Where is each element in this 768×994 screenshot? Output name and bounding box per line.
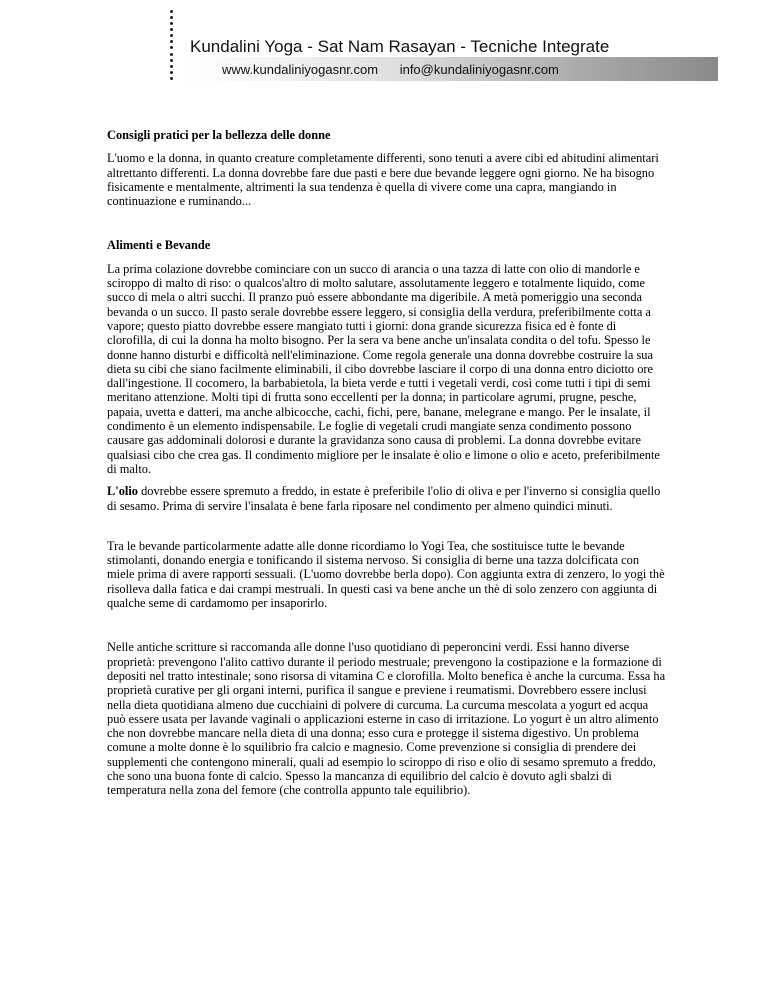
header-links (222, 62, 559, 77)
header-title: Kundalini Yoga - Sat Nam Rasayan - Tecniche Integrate (190, 37, 610, 56)
food-heading: Alimenti e Bevande (107, 238, 211, 253)
intro-paragraph: L'uomo e la donna, in quanto creature completamente differenti, sono tenuti a avere cibi ed abitudini alimentari altrettanto differenti. La donna dovrebbe fare due pasti e bere due bevande leggere ogni giorno. Ne ha bisogno fisicamente e mentalmente, altrimenti la sua tendenza è quella di vivere come una capra, mangiando in continuazione e ruminando... (107, 151, 659, 209)
website-link[interactable]: www.kundaliniyogasnr.com (222, 62, 379, 77)
decorative-dots (170, 10, 174, 80)
oil-text: dovrebbe essere spremuto a freddo, in estate è preferibile l'olio di oliva e per l'inverno si consiglia quello di sesamo. Prima di servire l'insalata è bene farla riposare nel condimento per almeno quindici minuti. (107, 484, 661, 513)
food-paragraph: La prima colazione dovrebbe cominciare con un succo di arancia o una tazza di latte con olio di mandorle e sciroppo di malto di riso: o qualcos'altro di molto salutare, assolutamente leggero e totalmente liquido, come succo di mela o altri succhi. Il pranzo può essere abbondante ma digeribile. A metà pomeriggio una seconda bevanda o un succo. Il pasto serale dovrebbe essere leggero, si consiglia della verdura, preferibilmente cotta a vapore; questo piatto dovrebbe essere mangiato tutti i giorni: dona grande sicurezza fisica ed è fonte di clorofilla, di cui la donna ha molto bisogno. Per la sera va bene anche un'insalata condita o del tofu. Spesso le donne hanno disturbi e difficoltà nell'eliminazione. Come regola generale una donna dovrebbe costruire la sua dieta su cibi che siano facilmente eliminabili, il cibo dovrebbe lasciare il corpo di una donna entro diciotto ore dall'ingestione. Il cocomero, la barbabietola, la bieta verde e tutti i vegetali verdi, così come tutti i tipi di semi meritano attenzione. Molti tipi di frutta sono eccellenti per la donna; in particolare agrumi, prugne, pesche, papaia, uvetta e datteri, ma anche albicocche, cachi, fichi, pere, banane, melegrane e mango. Per le insalate, il condimento è un elemento indispensabile. Le foglie di vegetali crudi mangiate senza condimento possono causare gas addominali dolorosi e durante la gravidanza sono causa di problemi. La donna dovrebbe evitare qualsiasi cibo che crea gas. Il condimento migliore per le insalate è olio e limone o olio e aceto, preferibilmente di malto. (107, 261, 660, 476)
tea-paragraph: Tra le bevande particolarmente adatte alle donne ricordiamo lo Yogi Tea, che sostituisce tutte le bevande stimolanti, donando energia e tonificando il sistema nervoso. Si consiglia di berne una tazza dolcificata con miele prima di avere rapporti sessuali. (L'uomo dovrebbe berla dopo). Con aggiunta extra di zenzero, lo yogi thè risolleva dalla fatica e dai crampi mestruali. In questi casi va bene anche un thè di solo zenzero con aggiunta di qualche seme di cardamomo per insaporirlo. (107, 538, 665, 611)
oil-paragraph (107, 484, 667, 513)
email-link[interactable]: info@kundaliniyogasnr.com (399, 62, 559, 77)
document-body (107, 128, 667, 806)
oil-bold-lead: L'olio (107, 484, 138, 499)
page-header (0, 0, 768, 100)
pepper-paragraph: Nelle antiche scritture si raccomanda alle donne l'uso quotidiano di peperoncini verdi. Essi hanno diverse proprietà: prevengono l'alito cattivo durante il periodo mestruale; prevengono la costipazione e la formazione di depositi nel tratto intestinale; sono risorsa di vitamina C e clorofilla. Molto benefica è anche la curcuma. Essa ha proprietà curative per gli organi interni, purifica il sangue e previene i reumatismi. Dovrebbero essere inclusi nella dieta quotidiana almeno due cucchiaini di polvere di curcuma. La curcuma mescolata a yogurt ed acqua può essere usata per lavande vaginali o applicazioni esterne in caso di irritazione. Lo yogurt è un altro alimento che non dovrebbe mancare nella dieta di una donna; esso cura e protegge il sistema digestivo. Un problema comune a molte donne è lo squilibrio fra calcio e magnesio. Come prevenzione si consiglia di prendere dei supplementi che contengono minerali, quali ad esempio lo sciroppo di riso e olio di sesamo spremuto a freddo, che sono una buona fonte di calcio. Spesso la mancanza di equilibrio del calcio è dovuto agli sbalzi di temperatura nella zona del femore (che controlla appunto tale equilibrio). (107, 640, 666, 798)
intro-heading: Consigli pratici per la bellezza delle donne (107, 128, 331, 142)
